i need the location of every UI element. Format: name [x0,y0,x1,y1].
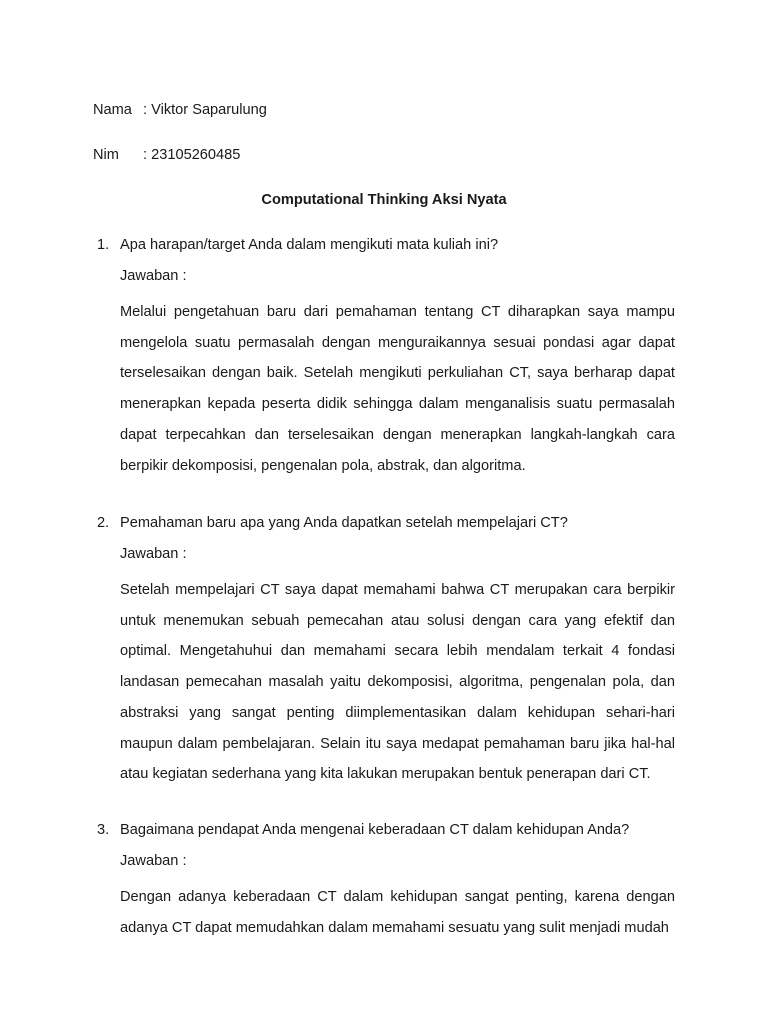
answer-label: Jawaban : [120,546,187,562]
answer-label: Jawaban : [120,853,187,869]
document-title: Computational Thinking Aksi Nyata [261,192,507,208]
question-number: 3. [97,822,110,838]
question-text: Apa harapan/target Anda dalam mengikuti mata kuliah ini? [120,237,499,253]
question-3 [97,821,675,943]
answer-text: Melalui pengetahuan baru dari pemahaman tentang CT diharapkan saya mampu mengelola suatu permasalah dengan menguraikannya sesuai pondasi agar dapat terselesaikan dengan baik. Setelah mengikuti perkuliahan CT, saya berharap dapat menerapkan kepada peserta didik sehingga dalam menganalisis suatu permasalah dapat terpecahkan dan terselesaikan dengan menerapkan langkah-langkah cara berpikir dekomposisi, pengenalan pola, abstrak, dan algoritma. [120,304,675,474]
question-text: Bagaimana pendapat Anda mengenai keberadaan CT dalam kehidupan Anda? [120,822,630,838]
name-value: : Viktor Saparulung [143,102,267,118]
answer-text: Setelah mempelajari CT saya dapat memahami bahwa CT merupakan cara berpikir untuk menemukan sebuah pemecahan atau solusi dengan cara yang efektif dan optimal. Mengetahuhui dan memahami secara lebih mendalam terkait 4 fondasi landasan pemecahan masalah yaitu dekomposisi, algoritma, pengenalan pola, dan abstraksi yang sangat penting diimplementasikan dalam kehidupan sehari-hari maupun dalam pembelajaran. Selain itu saya medapat pemahaman baru jika hal-hal atau kegiatan sederhana yang kita lakukan merupakan bentuk penerapan dari CT. [120,582,675,783]
question-number: 2. [97,515,110,531]
answer-label: Jawaban : [120,268,187,284]
answer-text: Dengan adanya keberadaan CT dalam kehidupan sangat penting, karena dengan adanya CT dapat memudahkan dalam memahami sesuatu yang sulit menjadi mudah [120,889,675,936]
nim-label: Nim [93,147,119,163]
question-1 [97,236,675,481]
nim-value: : 23105260485 [143,147,241,163]
question-text: Pemahaman baru apa yang Anda dapatkan setelah mempelajari CT? [120,515,568,531]
question-number: 1. [97,237,110,253]
name-field [93,101,267,119]
question-2 [97,514,675,790]
name-label: Nama [93,102,132,118]
nim-field [93,146,240,164]
